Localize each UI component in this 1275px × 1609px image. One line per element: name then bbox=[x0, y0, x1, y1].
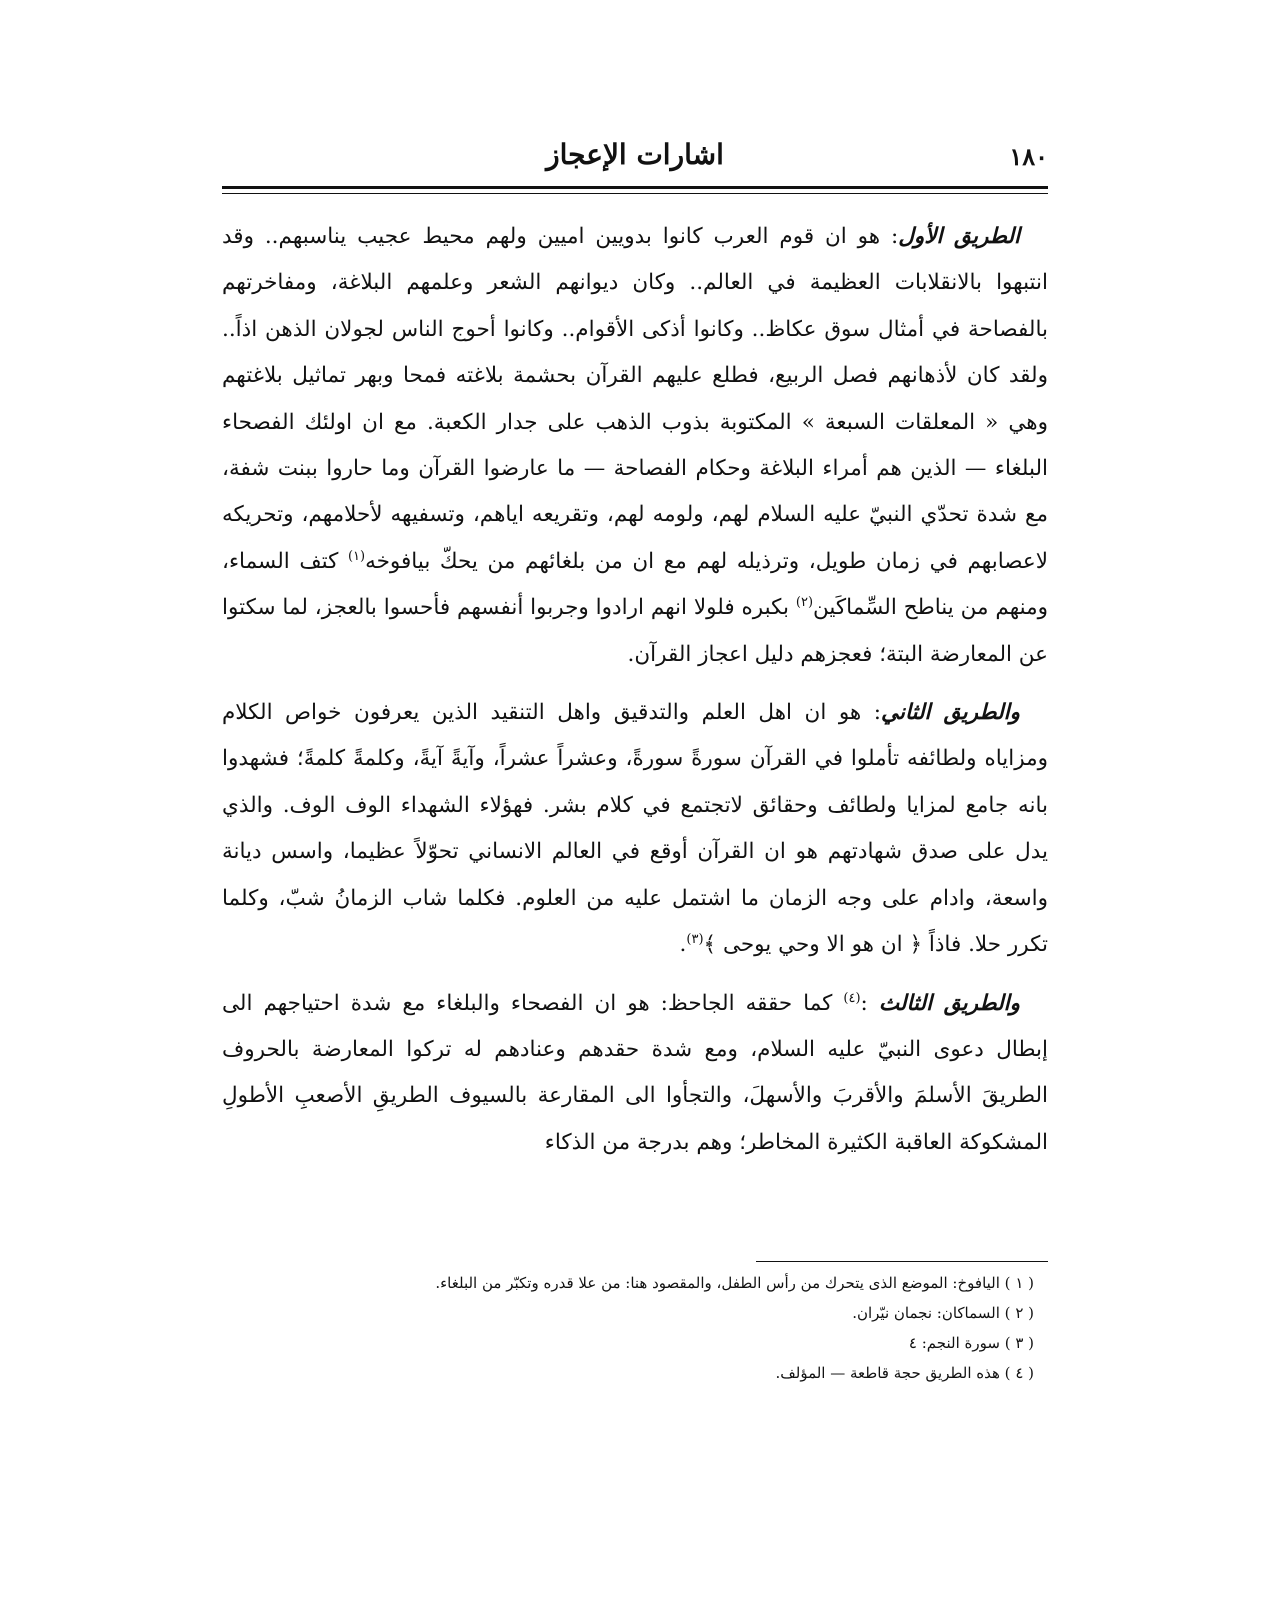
footnote-item: ( ١ ) اليافوخ: الموضع الذى يتحرك من رأس الطفل، والمقصود هنا: من علا قدره وتكبّر من البلغاء. bbox=[435, 1274, 1034, 1292]
footnote-separator bbox=[756, 1261, 1048, 1262]
paragraph-lead: والطريق الثاني bbox=[881, 700, 1021, 726]
paragraph-first-way bbox=[222, 214, 1048, 678]
footnote-ref: (٣) bbox=[686, 931, 704, 947]
footnotes bbox=[222, 1268, 1034, 1388]
paragraph-lead: والطريق الثالث bbox=[878, 990, 1021, 1016]
header-rule-thick bbox=[222, 186, 1048, 189]
footnote-ref: (٤) bbox=[843, 990, 861, 1006]
body-text bbox=[222, 214, 1048, 1178]
paragraph-text: بكبره فلولا انهم ارادوا وجربوا أنفسهم فأحسوا بالعجز، لما سكتوا عن المعارضة البتة؛ فعجزهم دليل اعجاز القرآن. bbox=[222, 595, 1048, 667]
paragraph-text: : هو ان قوم العرب كانوا بدويين اميين ولهم محيط عجيب يناسبهم.. وقد انتبهوا بالانقلابات العظيمة في العالم.. وكان ديوانهم الشعر وعلمهم البلاغة، ومفاخرتهم بالفصاحة في أمثال سوق عكاظ.. وكانوا أذكى الأقوام.. وكانوا أحوج الناس لجولان الذهن اذاً.. ولقد كان لأذهانهم فصل الربيع، فطلع عليهم القرآن بحشمة بلاغته فمحا وبهر تماثيل بلاغتهم وهي « المعلقات السبعة » المكتوبة بذوب الذهب على جدار الكعبة. مع ان اولئك الفصحاء البلغاء — الذين هم أمراء البلاغة وحكام الفصاحة — ما عارضوا القرآن وما حاروا ببنت شفة، مع شدة تحدّي النبيّ عليه السلام لهم، ولومه لهم، وتقريعه اياهم، وتسفيهه لأحلامهم، وتحريكه لاعصابهم في زمان طويل، وترذيله لهم مع ان من بلغائهم من يحكّ بيافوخه bbox=[222, 224, 1048, 574]
paragraph-text: : هو ان اهل العلم والتدقيق واهل التنقيد الذين يعرفون خواص الكلام ومزاياه ولطائفه تأملوا في القرآن سورةً سورةً، وعشراً عشراً، وآيةً آيةً، وكلمةً كلمةً؛ فشهدوا بانه جامع لمزايا ولطائف وحقائق لاتجتمع في كلام بشر. فهؤلاء الشهداء الوف الوف. والذي يدل على صدق شهادتهم هو ان القرآن أوقع في العالم الانساني تحوّلاً عظيما، واسس ديانة واسعة، وادام على وجه الزمان ما اشتمل عليه من العلوم. فكلما شاب الزمانُ شبّ، وكلما تكرر حلا. فاذاً ﴿ ان هو الا وحي يوحى ﴾ bbox=[222, 700, 1048, 958]
paragraph-text: كما حققه الجاحظ: هو ان الفصحاء والبلغاء مع شدة احتياجهم الى إبطال دعوى النبيّ عليه السلام، ومع شدة حقدهم وعنادهم له تركوا المعارضة بالحروف الطريقَ الأسلمَ والأقربَ والأسهلَ، والتجأوا الى المقارعة بالسيوف الطريقِ الأصعبِ الأطولِ المشكوكة العاقبة الكثيرة المخاطر؛ وهم بدرجة من الذكاء bbox=[222, 990, 1048, 1155]
footnote-item: ( ٣ ) سورة النجم: ٤ bbox=[908, 1334, 1034, 1352]
header-rule-thin bbox=[222, 193, 1048, 194]
paragraph-text: كتف السماء، ومنهم من يناطح السِّماكَين bbox=[222, 548, 1048, 621]
footnote-ref: (٢) bbox=[795, 595, 814, 611]
footnote-item: ( ٤ ) هذه الطريق حجة قاطعة — المؤلف. bbox=[775, 1364, 1034, 1382]
paragraph-third-way bbox=[222, 981, 1048, 1167]
footnote-ref: (١) bbox=[347, 548, 366, 564]
paragraph-text: : bbox=[860, 990, 879, 1016]
page-number: ١٨٠ bbox=[1009, 142, 1048, 171]
paragraph-second-way bbox=[222, 690, 1048, 968]
paragraph-lead: الطريق الأول bbox=[898, 224, 1020, 249]
footnote-item: ( ٢ ) السماكان: نجمان نيّران. bbox=[852, 1304, 1034, 1322]
running-title: اشارات الإعجاز bbox=[546, 138, 724, 171]
page-header bbox=[222, 138, 1048, 182]
paragraph-text: . bbox=[679, 932, 687, 958]
